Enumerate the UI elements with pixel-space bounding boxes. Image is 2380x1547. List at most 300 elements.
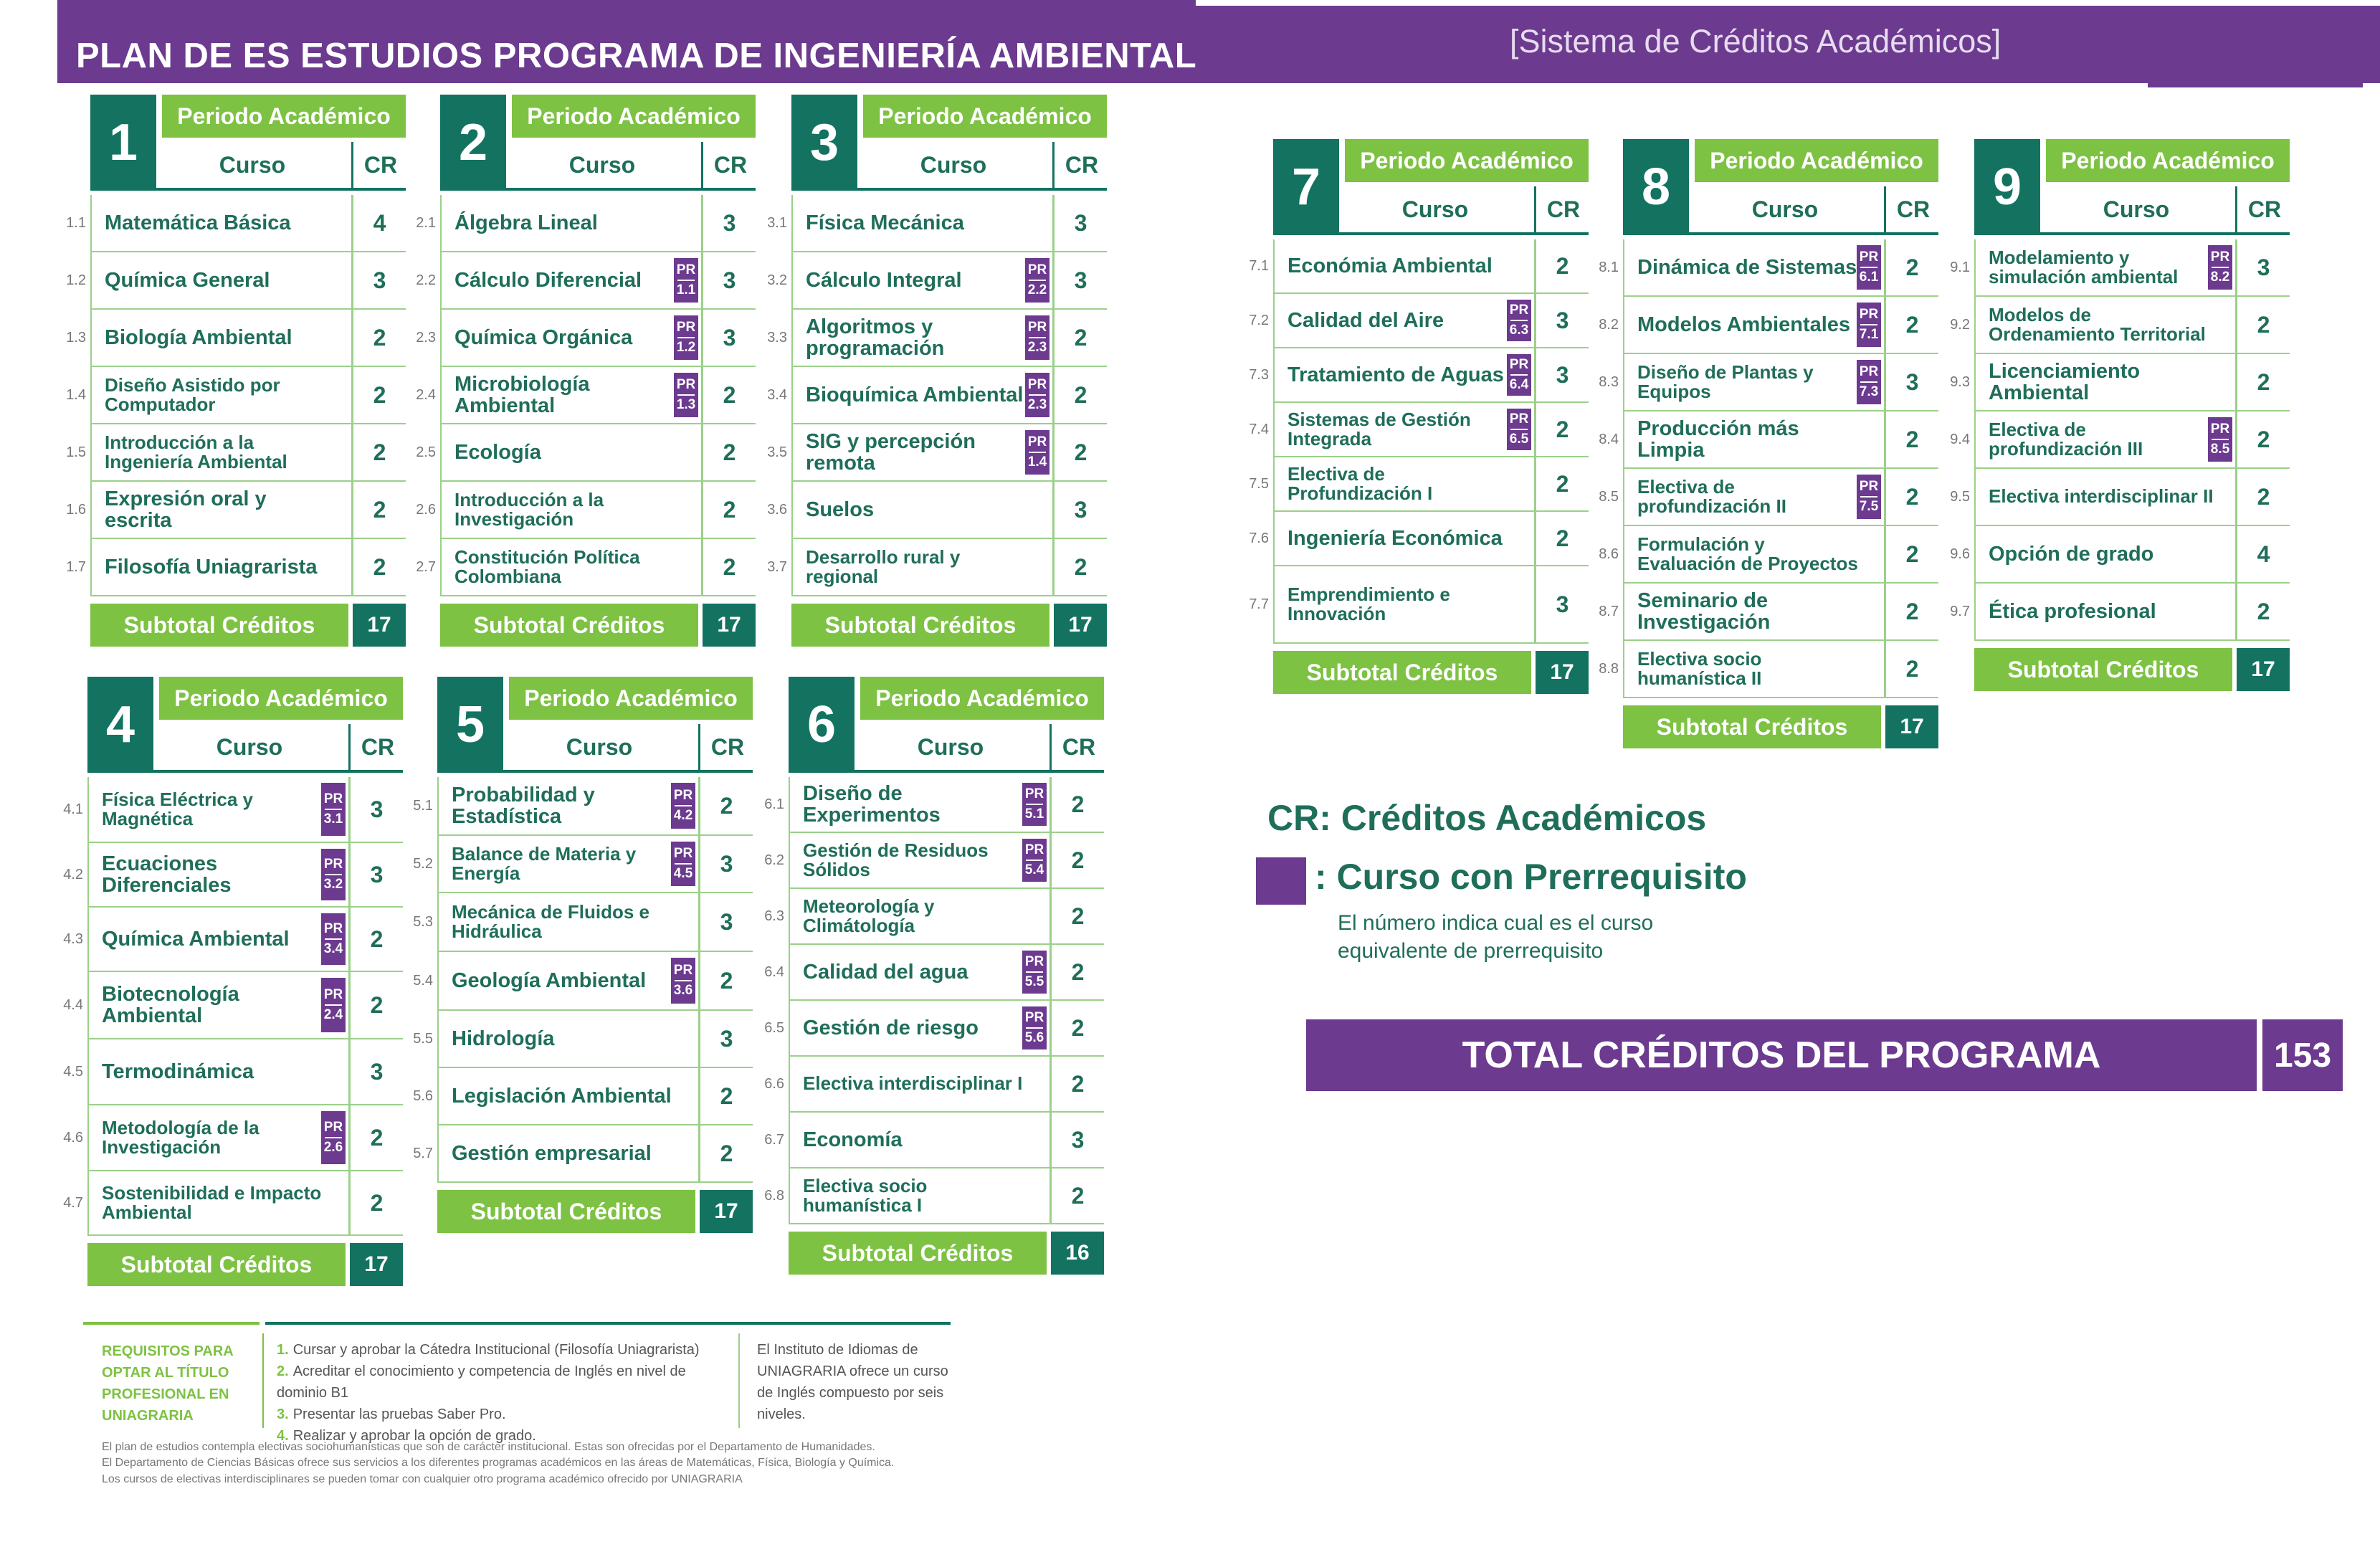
course-name: Sistemas de Gestión Integrada	[1287, 408, 1471, 449]
prerequisite-tag: PR	[1027, 377, 1047, 393]
divider	[1029, 280, 1046, 281]
course-row	[767, 424, 1107, 482]
course-name: Matemática Básica	[105, 211, 291, 234]
divider	[1860, 324, 1877, 325]
prerequisite-tag: PR	[2210, 422, 2230, 437]
period-number: 9	[1974, 139, 2040, 235]
prerequisite-badge	[1507, 354, 1531, 396]
period-label: Periodo Académico	[863, 95, 1107, 138]
period-number: 6	[789, 677, 855, 773]
course-code: 8.3	[1599, 373, 1619, 390]
course-credits: 2	[1884, 469, 1938, 525]
course-list	[1599, 239, 1938, 698]
course-name: Calidad del Aire	[1287, 308, 1444, 332]
divider	[1026, 804, 1043, 805]
course-credits: 2	[1049, 889, 1104, 943]
divider	[90, 310, 92, 366]
course-row	[1599, 239, 1938, 297]
course-code: 2.5	[416, 444, 436, 460]
course-code: 3.6	[767, 501, 787, 518]
course-name: Filosofía Uniagrarista	[105, 555, 318, 579]
prerequisite-badge	[321, 1111, 346, 1164]
divider	[437, 836, 439, 892]
course-row	[764, 1113, 1104, 1168]
divider	[1974, 354, 1976, 410]
course-row	[63, 777, 403, 843]
footnotes	[102, 1439, 962, 1488]
subtotal-value: 17	[1885, 705, 1938, 748]
divider	[437, 1068, 439, 1124]
list-item: 1. Cursar y aprobar la Cátedra Institucional (Filosofía Uniagrarista)	[277, 1342, 700, 1358]
prerequisite-code: 4.2	[673, 808, 693, 823]
course-code: 8.2	[1599, 316, 1619, 333]
prerequisite-tag: PR	[676, 377, 696, 393]
divider	[90, 252, 92, 308]
divider	[156, 188, 406, 191]
course-row	[764, 1168, 1104, 1224]
course-credits: 4	[351, 195, 406, 251]
prerequisite-code: 1.1	[676, 282, 696, 298]
course-credits: 2	[348, 1171, 403, 1234]
course-credits: 2	[1049, 1001, 1104, 1055]
course-name: Desarrollo rural y regional	[806, 546, 961, 587]
prerequisite-tag: PR	[1859, 249, 1879, 265]
subtotal-row	[87, 1243, 403, 1286]
course-name: Sostenibilidad e Impacto Ambiental	[102, 1181, 322, 1223]
course-code: 7.6	[1249, 530, 1269, 546]
prerequisite-badge	[1025, 315, 1049, 360]
divider	[440, 252, 442, 308]
legend-title: CR: Créditos Académicos	[1267, 798, 1707, 838]
subtotal-value: 17	[1536, 651, 1589, 694]
prerequisite-tag: PR	[673, 788, 693, 804]
requirements-list	[277, 1339, 728, 1447]
divider	[90, 367, 92, 423]
prerequisite-tag: PR	[1024, 786, 1044, 802]
prerequisite-badge	[321, 783, 346, 836]
course-name: SIG y percepción remota	[806, 429, 976, 475]
course-code: 8.7	[1599, 603, 1619, 619]
course-code: 3.5	[767, 444, 787, 460]
divider	[2148, 83, 2363, 87]
divider	[791, 252, 793, 308]
course-code: 6.3	[764, 908, 784, 924]
course-name: Diseño de Plantas y Equipos	[1637, 361, 1814, 402]
divider	[440, 367, 442, 423]
course-row	[66, 539, 406, 596]
course-credits: 2	[701, 482, 756, 538]
prerequisite-badge	[321, 913, 346, 965]
course-credits: 3	[698, 893, 753, 951]
course-credits: 4	[2235, 526, 2290, 582]
subtotal-label: Subtotal Créditos	[87, 1243, 346, 1286]
course-row	[63, 1105, 403, 1171]
divider	[1273, 348, 1275, 401]
course-code: 6.2	[764, 852, 784, 868]
course-row	[764, 889, 1104, 945]
credits-header: CR	[1052, 142, 1109, 188]
divider	[1029, 394, 1046, 396]
prerequisite-badge	[1025, 258, 1049, 303]
prerequisite-badge	[1022, 783, 1047, 826]
course-credits: 3	[698, 836, 753, 892]
course-name: Producción más Limpia	[1637, 416, 1799, 462]
list-item: 3. Presentar las pruebas Saber Pro.	[277, 1406, 506, 1422]
course-credits: 3	[701, 195, 756, 251]
prerequisite-code: 5.1	[1024, 806, 1044, 822]
course-row	[66, 424, 406, 482]
divider	[1974, 469, 1976, 525]
course-list	[416, 195, 756, 596]
course-row	[1249, 294, 1589, 348]
course-row	[66, 310, 406, 367]
course-code: 2.6	[416, 501, 436, 518]
divider	[677, 394, 695, 396]
divider	[789, 833, 790, 887]
prerequisite-tag: PR	[1024, 954, 1044, 970]
subtotal-label: Subtotal Créditos	[1273, 651, 1531, 694]
divider	[1029, 452, 1046, 453]
course-credits: 2	[351, 367, 406, 423]
period-number: 8	[1623, 139, 1689, 235]
course-credits: 3	[698, 1011, 753, 1067]
prerequisite-tag: PR	[1509, 357, 1529, 373]
course-row	[1599, 354, 1938, 411]
course-name: Modelamiento y simulación ambiental	[1989, 246, 2179, 287]
course-code: 4.3	[63, 930, 83, 947]
course-row	[767, 482, 1107, 539]
prerequisite-tag: PR	[1027, 434, 1047, 450]
prerequisite-badge	[1022, 839, 1047, 882]
course-credits: 2	[701, 539, 756, 595]
page-title: PLAN DE ES ESTUDIOS PROGRAMA DE INGENIERÍA AMBIENTAL	[76, 37, 1197, 75]
prerequisite-code: 2.6	[323, 1140, 343, 1155]
divider	[677, 280, 695, 281]
course-row	[764, 833, 1104, 889]
course-row	[1599, 297, 1938, 354]
course-credits: 3	[1052, 252, 1107, 308]
divider	[1860, 381, 1877, 383]
course-credits: 2	[1049, 777, 1104, 832]
course-row	[767, 252, 1107, 310]
prerequisite-code: 6.5	[1509, 432, 1529, 447]
divider	[90, 539, 92, 595]
course-code: 2.2	[416, 272, 436, 288]
course-credits: 2	[2235, 411, 2290, 467]
course-code: 1.2	[66, 272, 86, 288]
legend-prereq-label: : Curso con Prerrequisito	[1315, 857, 1747, 897]
prerequisite-code: 2.3	[1027, 340, 1047, 355]
course-code: 1.4	[66, 386, 86, 403]
divider	[2212, 267, 2229, 268]
course-credits: 2	[1534, 457, 1589, 510]
course-code: 1.1	[66, 214, 86, 231]
course-name: Electiva socio humanística I	[803, 1174, 928, 1216]
course-name: Introducción a la Ingeniería Ambiental	[105, 431, 287, 472]
course-code: 5.6	[413, 1087, 433, 1104]
course-name: Ética profesional	[1989, 599, 2156, 623]
course-row	[416, 424, 756, 482]
divider	[1623, 584, 1624, 639]
course-row	[767, 539, 1107, 596]
divider	[1623, 411, 1624, 467]
course-row	[1950, 469, 2290, 526]
course-code: 9.4	[1950, 431, 1970, 447]
course-code: 1.7	[66, 558, 86, 575]
credits-header: CR	[1884, 186, 1941, 232]
course-name: Química Ambiental	[102, 927, 290, 951]
course-row	[1599, 469, 1938, 526]
course-credits: 2	[1052, 539, 1107, 595]
course-name: Ecuaciones Diferenciales	[102, 852, 232, 897]
course-credits: 3	[701, 310, 756, 366]
divider	[1339, 232, 1589, 235]
prerequisite-tag: PR	[1509, 303, 1529, 318]
course-row	[63, 908, 403, 972]
course-code: 6.7	[764, 1131, 784, 1148]
divider	[1026, 860, 1043, 861]
divider	[675, 863, 692, 865]
divider	[90, 482, 92, 538]
divider	[1273, 294, 1275, 347]
course-code: 5.7	[413, 1145, 433, 1161]
divider	[87, 972, 89, 1038]
divider	[437, 1125, 439, 1181]
divider	[791, 482, 793, 538]
course-code: 4.4	[63, 996, 83, 1013]
subtotal-row	[791, 604, 1107, 647]
prerequisite-badge	[2208, 245, 2232, 290]
subtotal-value: 16	[1051, 1232, 1104, 1275]
course-code: 7.5	[1249, 475, 1269, 492]
subtotal-value: 17	[353, 604, 406, 647]
course-credits: 2	[698, 1125, 753, 1181]
course-row	[767, 367, 1107, 424]
course-row	[1950, 354, 2290, 411]
course-credits: 2	[2235, 584, 2290, 639]
course-name: Química Orgánica	[454, 325, 633, 349]
course-code: 5.1	[413, 797, 433, 814]
course-name: Formulación y Evaluación de Proyectos	[1637, 533, 1858, 574]
course-list	[66, 195, 406, 596]
credits-header: CR	[698, 724, 755, 770]
course-row	[416, 367, 756, 424]
subtotal-row	[437, 1190, 753, 1233]
course-name: Calidad del agua	[803, 960, 968, 984]
prerequisite-tag: PR	[1024, 1010, 1044, 1026]
credits-header: CR	[348, 724, 405, 770]
divider	[791, 367, 793, 423]
total-credits-label: TOTAL CRÉDITOS DEL PROGRAMA	[1306, 1019, 2257, 1091]
prerequisite-code: 8.2	[2210, 270, 2230, 285]
course-name: Hidrología	[452, 1027, 555, 1050]
course-name: Química General	[105, 268, 270, 292]
course-credits: 2	[1049, 1057, 1104, 1111]
divider	[325, 1004, 342, 1006]
course-code: 9.6	[1950, 546, 1970, 562]
credits-header: CR	[2235, 186, 2292, 232]
course-name: Geología Ambiental	[452, 968, 647, 992]
prerequisite-tag: PR	[1509, 411, 1529, 427]
period-label: Periodo Académico	[162, 95, 406, 138]
divider	[440, 539, 442, 595]
course-row	[1950, 584, 2290, 641]
course-header: Curso	[1401, 196, 1469, 222]
divider	[87, 843, 89, 906]
divider	[437, 777, 439, 834]
prerequisite-swatch	[1256, 857, 1306, 905]
course-credits: 2	[1052, 367, 1107, 423]
course-row	[413, 1125, 753, 1183]
course-credits: 3	[2235, 239, 2290, 295]
course-code: 1.5	[66, 444, 86, 460]
divider	[265, 1322, 951, 1325]
divider	[262, 1333, 264, 1428]
course-row	[1249, 566, 1589, 644]
prerequisite-badge	[1857, 360, 1881, 404]
course-credits: 2	[2235, 469, 2290, 525]
course-credits: 2	[1049, 945, 1104, 999]
course-row	[66, 195, 406, 252]
subtotal-label: Subtotal Créditos	[1974, 648, 2232, 691]
course-code: 3.2	[767, 272, 787, 288]
course-name: Introducción a la Investigación	[454, 488, 604, 530]
divider	[1029, 337, 1046, 338]
course-name: Opción de grado	[1989, 542, 2154, 566]
prerequisite-badge	[1025, 430, 1049, 475]
course-code: 8.5	[1599, 488, 1619, 505]
course-row	[63, 1039, 403, 1105]
period-label: Periodo Académico	[860, 677, 1104, 720]
credits-header: CR	[701, 142, 758, 188]
credits-header: CR	[351, 142, 408, 188]
course-credits: 2	[1049, 833, 1104, 887]
prerequisite-code: 5.5	[1024, 974, 1044, 989]
course-header: Curso	[920, 151, 987, 178]
period-number: 7	[1273, 139, 1339, 235]
course-credits: 2	[1884, 526, 1938, 582]
course-code: 5.4	[413, 972, 433, 989]
divider	[440, 482, 442, 538]
divider	[437, 952, 439, 1009]
course-code: 1.6	[66, 501, 86, 518]
course-name: Económia Ambiental	[1287, 254, 1493, 277]
course-row	[1950, 239, 2290, 297]
course-code: 5.3	[413, 913, 433, 930]
course-code: 9.5	[1950, 488, 1970, 505]
prerequisite-code: 1.4	[1027, 454, 1047, 470]
course-list	[767, 195, 1107, 596]
language-note: El Instituto de Idiomas de UNIAGRARIA ofrece un curso de Inglés compuesto por seis niveles.	[757, 1342, 948, 1422]
course-credits: 2	[698, 777, 753, 834]
course-code: 3.1	[767, 214, 787, 231]
course-code: 2.7	[416, 558, 436, 575]
prerequisite-badge	[2208, 417, 2232, 462]
course-name: Algoritmos y programación	[806, 315, 945, 360]
divider	[738, 1333, 740, 1428]
course-row	[1950, 411, 2290, 469]
divider	[789, 1113, 790, 1167]
course-name: Física Eléctrica y Magnética	[102, 788, 254, 829]
prerequisite-code: 1.3	[676, 397, 696, 412]
course-name: Gestión empresarial	[452, 1141, 652, 1165]
course-credits: 2	[1052, 310, 1107, 366]
course-name: Meteorología y Climátología	[803, 895, 935, 936]
prerequisite-badge	[1507, 409, 1531, 450]
period-label: Periodo Académico	[509, 677, 753, 720]
prerequisite-badge	[321, 849, 346, 900]
prerequisite-badge	[674, 373, 698, 417]
prerequisite-badge	[671, 958, 695, 1004]
course-credits: 2	[2235, 354, 2290, 410]
system-title: [Sistema de Créditos Académicos]	[1510, 23, 2001, 60]
prerequisite-code: 5.4	[1024, 862, 1044, 877]
prerequisite-code: 1.2	[676, 340, 696, 355]
course-name: Ecología	[454, 440, 541, 464]
prerequisite-code: 3.1	[323, 811, 343, 827]
course-row	[1599, 584, 1938, 641]
prerequisite-badge	[1857, 245, 1881, 290]
divider	[1273, 512, 1275, 565]
course-code: 6.4	[764, 963, 784, 980]
credits-header: CR	[1534, 186, 1591, 232]
prerequisite-tag: PR	[323, 987, 343, 1003]
course-credits: 2	[698, 1068, 753, 1124]
subtotal-label: Subtotal Créditos	[789, 1232, 1047, 1275]
course-row	[66, 252, 406, 310]
course-code: 9.7	[1950, 603, 1970, 619]
divider	[789, 1168, 790, 1223]
divider	[1974, 297, 1976, 353]
course-name: Tratamiento de Aguas	[1287, 363, 1504, 386]
course-name: Probabilidad y Estadística	[452, 783, 595, 828]
prerequisite-code: 6.4	[1509, 377, 1529, 392]
course-name: Cálculo Diferencial	[454, 268, 642, 292]
divider	[1974, 584, 1976, 639]
course-code: 5.5	[413, 1030, 433, 1047]
subtotal-label: Subtotal Créditos	[437, 1190, 695, 1233]
course-name: Gestión de riesgo	[803, 1016, 979, 1039]
prerequisite-tag: PR	[673, 963, 693, 979]
course-row	[63, 843, 403, 908]
prerequisite-code: 2.3	[1027, 397, 1047, 412]
course-row	[413, 952, 753, 1011]
course-name: Termodinámica	[102, 1060, 254, 1083]
list-item: 2. Acreditar el conocimiento y competencia de Inglés en nivel de dominio B1	[277, 1363, 686, 1401]
course-credits: 3	[1052, 482, 1107, 538]
course-code: 6.1	[764, 796, 784, 812]
course-code: 8.8	[1599, 660, 1619, 677]
course-name: Diseño de Experimentos	[803, 781, 941, 827]
course-credits: 2	[698, 952, 753, 1009]
subtotal-label: Subtotal Créditos	[90, 604, 348, 647]
course-row	[416, 539, 756, 596]
divider	[1974, 239, 1976, 295]
course-credits: 2	[1534, 239, 1589, 292]
subtotal-row	[1623, 705, 1938, 748]
subtotal-row	[440, 604, 756, 647]
course-credits: 3	[1534, 566, 1589, 642]
course-name: Modelos de Ordenamiento Territorial	[1989, 303, 2206, 345]
course-code: 4.2	[63, 866, 83, 882]
prerequisite-tag: PR	[323, 921, 343, 937]
course-credits: 2	[1884, 584, 1938, 639]
course-name: Bioquímica Ambiental	[806, 383, 1024, 406]
legend-note: El número indica cual es el curso equivalente de prerrequisito	[1338, 911, 1654, 963]
course-row	[1249, 457, 1589, 512]
course-row	[767, 195, 1107, 252]
divider	[503, 770, 753, 773]
